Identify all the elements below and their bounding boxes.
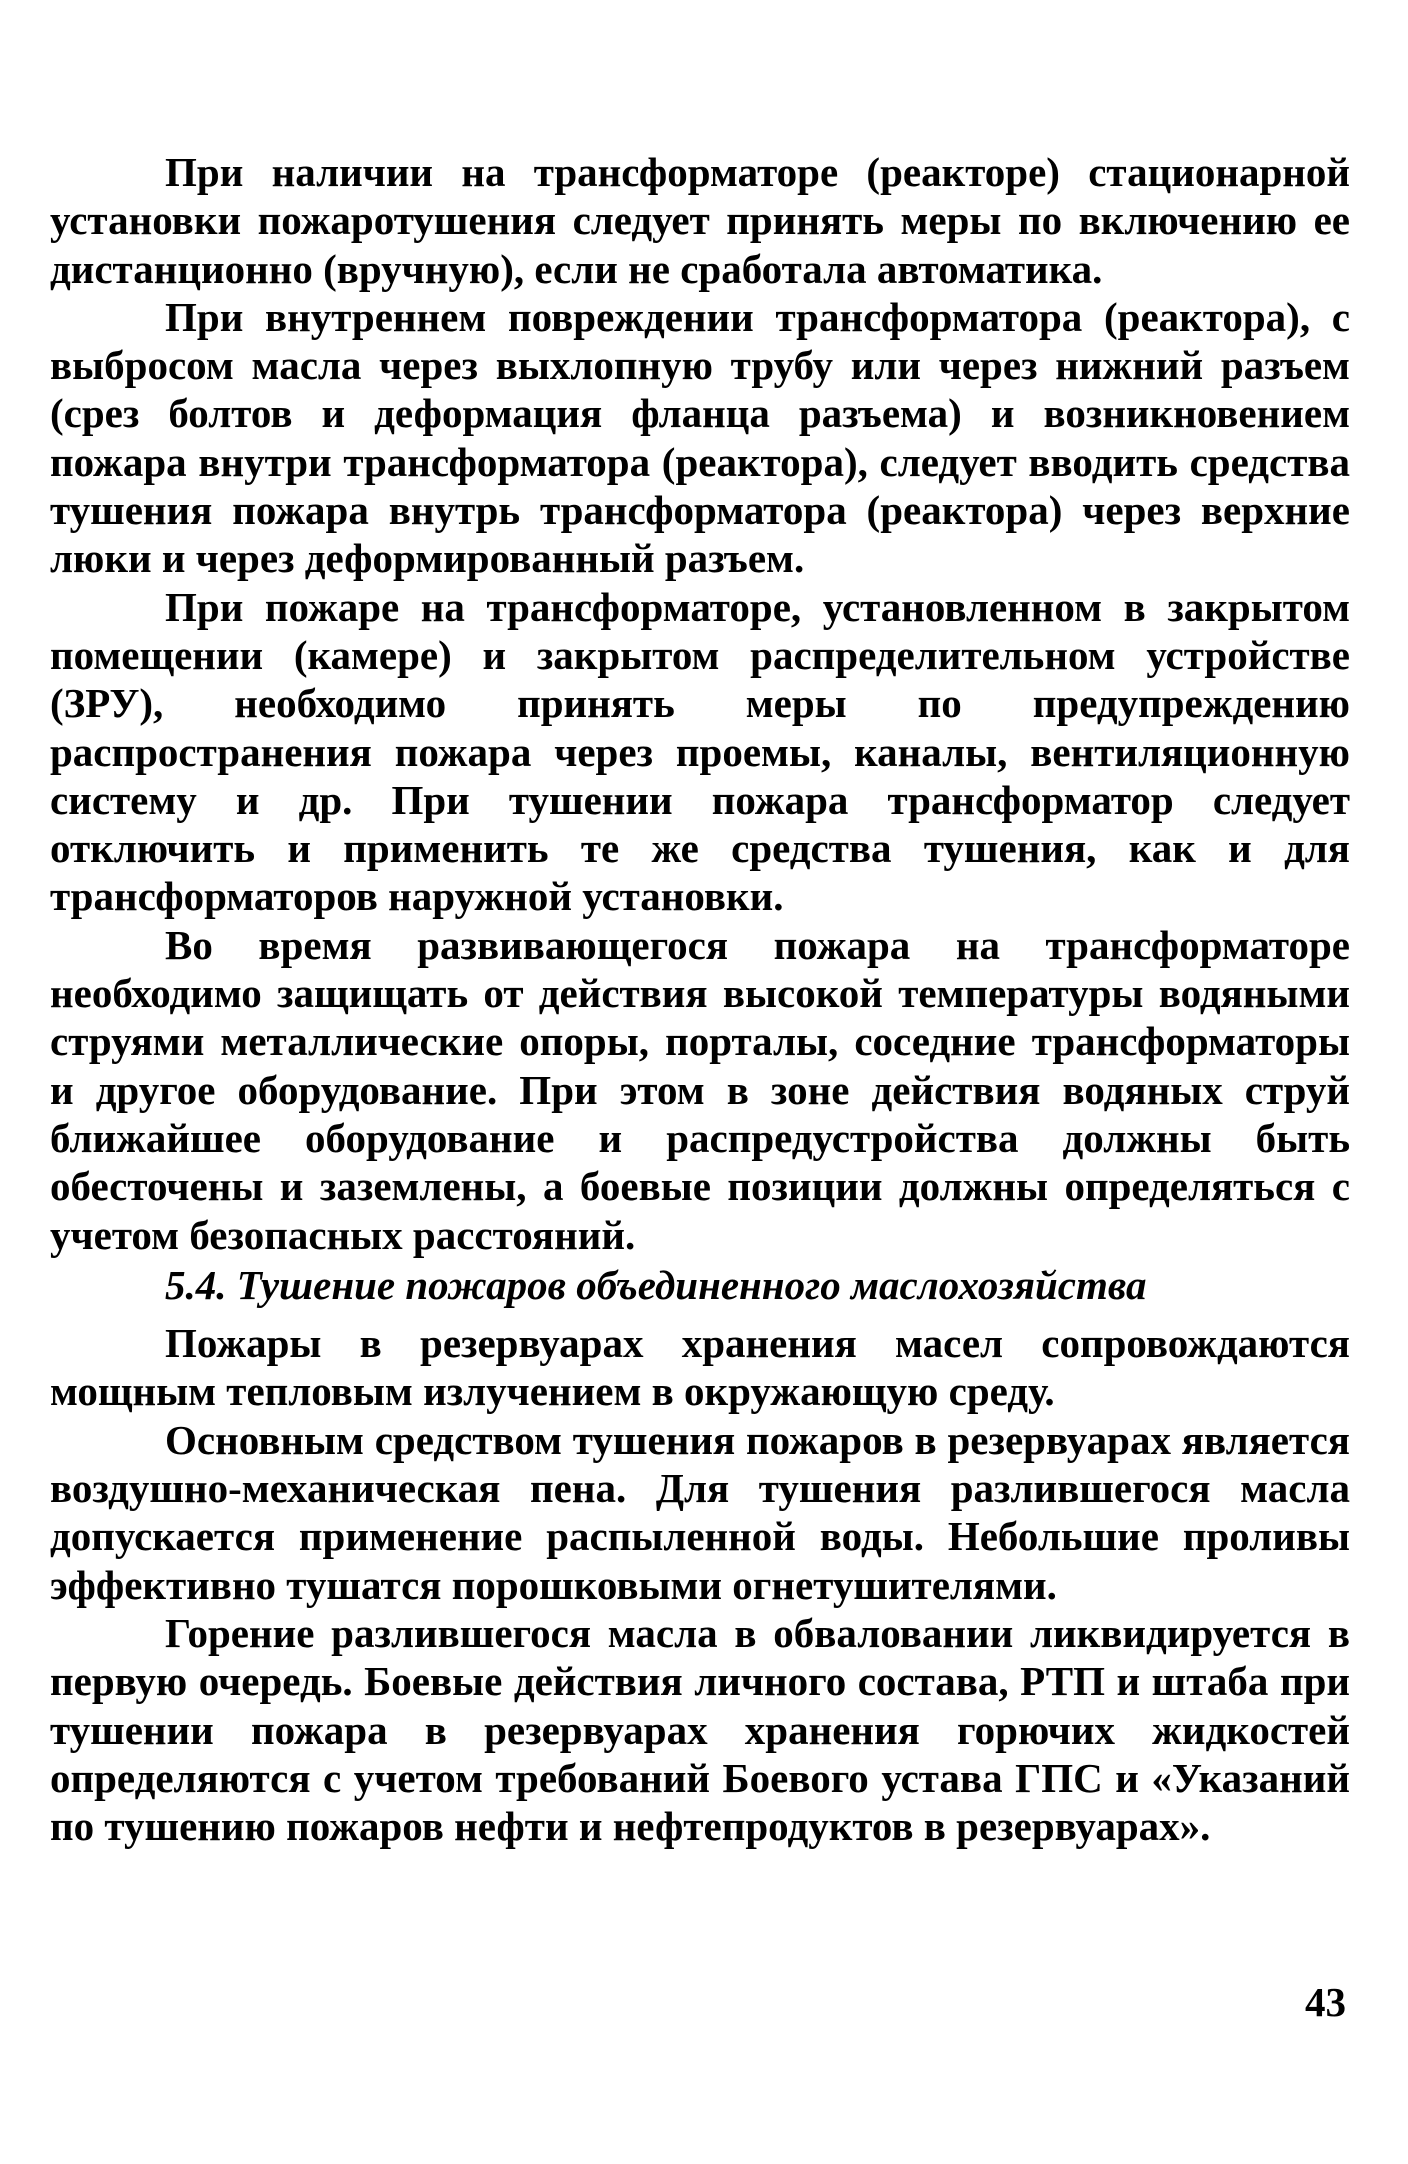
paragraph-stationary-extinguishing: При наличии на трансформаторе (реакторе) стационарной установки пожаротушения следует принять меры по включению ее дистанционно (вручную), если не сработала автоматика. [50, 149, 1350, 292]
paragraph-tank-fires: Пожары в резервуарах хранения масел сопровождаются мощным тепловым излучением в окружающую среду. [50, 1320, 1350, 1415]
paragraph-internal-damage: При внутреннем повреждении трансформатора (реактора), с выбросом масла через выхлопную трубу или через нижний разъем (срез болтов и деформация фланца разъема) и возникновением пожара внутри трансформатора (реактора), следует вводить средства тушения пожара внутрь трансформатора (реактора) через верхние люки и через деформированный разъем. [50, 293, 1350, 582]
page-number: 43 [1305, 1979, 1346, 2025]
paragraph-spilled-oil: Горение разлившегося масла в обваловании ликвидируется в первую очередь. Боевые действия личного состава, РТП и штаба при тушении пожара в резервуарах хранения горючих жидкостей определяются с учетом требований Боевого устава ГПС и «Указаний по тушению пожаров нефти и нефтепродуктов в резервуарах». [50, 1609, 1350, 1850]
paragraph-extinguishing-means: Основным средством тушения пожаров в резервуарах является воздушно-механическая пена. Для тушения разлившегося масла допускается применение распыленной воды. Небольшие проливы эффективно тушатся порошковыми огнетушителями. [50, 1416, 1350, 1608]
section-heading: 5.4. Тушение пожаров объединенного маслохозяйства [165, 1261, 1147, 1308]
paragraph-developing-fire: Во время развивающегося пожара на трансформаторе необходимо защищать от действия высокой температуры водяными струями металлические опоры, порталы, соседние трансформаторы и другое оборудование. При этом в зоне действия водяных струй ближайшее оборудование и распредустройства должны быть обесточены и заземлены, а боевые позиции должны определяться с учетом безопасных расстояний. [50, 921, 1350, 1258]
page-body [50, 148, 1350, 1850]
paragraph-closed-room-fire: При пожаре на трансформаторе, установленном в закрытом помещении (камере) и закрытом распределительном устройстве (ЗРУ), необходимо принять меры по предупреждению распространения пожара через проемы, каналы, вентиляционную систему и др. При тушении пожара трансформатор следует отключить и применить те же средства тушения, как и для трансформаторов наружной установки. [50, 583, 1350, 920]
